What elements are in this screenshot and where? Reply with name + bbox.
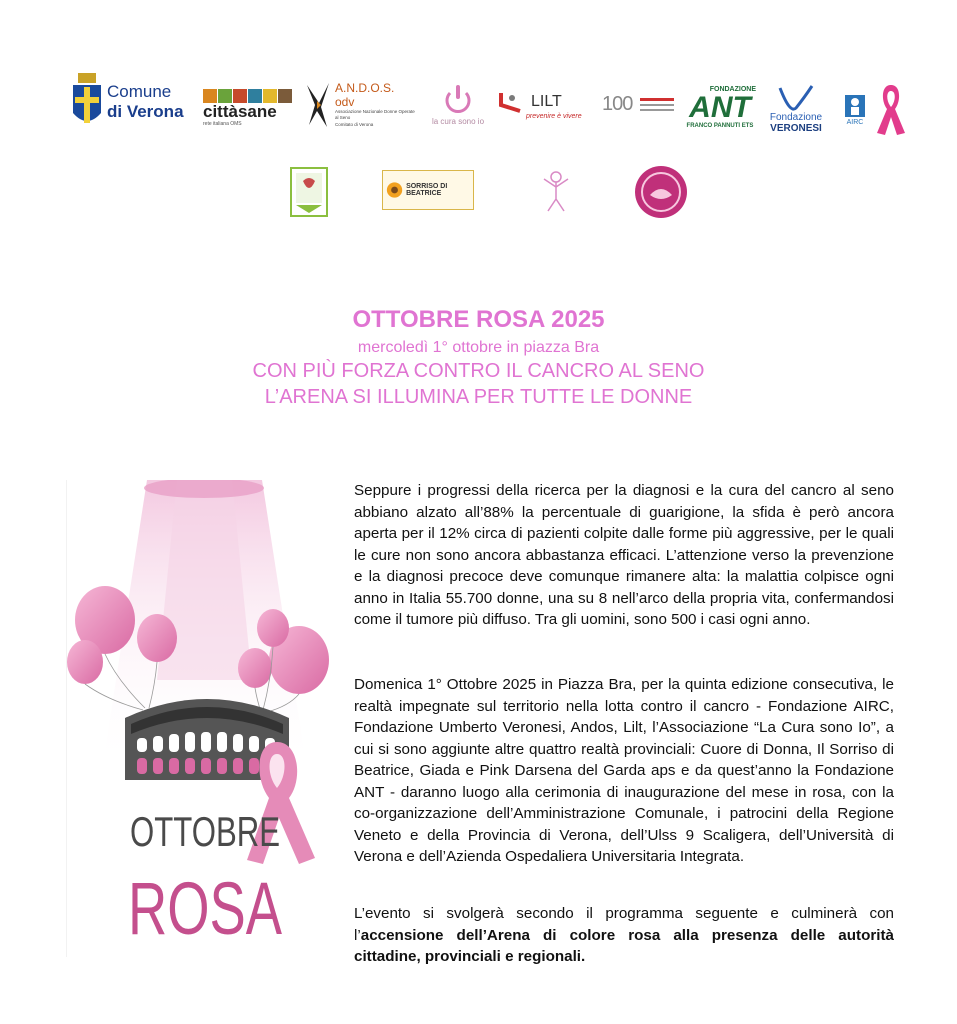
logo-andos bbox=[305, 80, 417, 130]
cittasane-label: cittàsane bbox=[203, 102, 277, 121]
lilt-sub: prevenire è vivere bbox=[526, 112, 582, 120]
logo-lilt-100 bbox=[602, 86, 684, 122]
poster-word-rosa: ROSA bbox=[128, 867, 283, 950]
andos-title: A.N.D.O.S. odv bbox=[335, 81, 395, 109]
andos-sub: Associazione Nazionale Donne Operate al Seno bbox=[335, 109, 415, 120]
paragraph-3 bbox=[354, 903, 894, 968]
logo-giada bbox=[535, 166, 577, 218]
comune-line2: di Verona bbox=[107, 102, 184, 121]
lacura-label: la cura sono io bbox=[431, 116, 485, 126]
cittasane-tiles-icon bbox=[203, 89, 292, 103]
poster-word-ottobre: OTTOBRE bbox=[130, 808, 280, 855]
circle-mark-icon bbox=[443, 83, 473, 117]
pink-ribbon-icon bbox=[873, 81, 909, 137]
logo-cittasane bbox=[203, 86, 289, 130]
andos-sub2: Comitato di Verona bbox=[335, 122, 374, 127]
lilt100-number: 100 bbox=[602, 92, 633, 115]
airc-label: AIRC bbox=[846, 118, 864, 126]
pink-darsena-icon bbox=[634, 165, 688, 219]
paragraph-1: Seppure i progressi della ricerca per la diagnosi e la cura del cancro al seno abbiano alzato all’88% la percentuale di guarigione, la sfida è però ancora aperta per il 12% circa di pazienti colpite dalle forme più aggressive, per le quali le cure non sono ancora abbastanza efficaci. L’attenzione verso la prevenzione e la diagnosi precoce deve comunque rimanere alta: la malattia colpisce ogni anno in Italia 55.700 donne, una su 8 nell’arco della propria vita, confermandosi come il tumore più diffuso. Tra gli uomini, sono 500 i casi ogni anno. bbox=[354, 482, 894, 628]
sunflower-icon bbox=[386, 180, 403, 200]
ottobre-rosa-poster bbox=[66, 480, 342, 957]
logo-lilt bbox=[498, 80, 586, 130]
logo-fondazione-ant bbox=[684, 82, 756, 132]
ant-sub: FRANCO PANNUTI ETS bbox=[686, 122, 754, 129]
logo-pink-ribbon bbox=[872, 80, 910, 138]
ant-name: ANT bbox=[689, 90, 751, 124]
lilt-chair-icon bbox=[498, 91, 528, 113]
sorriso-label: SORRISO DI BEATRICE bbox=[406, 183, 448, 197]
dancer-figure-icon bbox=[536, 167, 576, 217]
cuore-di-donna-icon bbox=[290, 167, 328, 217]
veronesi-v-icon bbox=[776, 84, 816, 112]
paragraph-2: Domenica 1° Ottobre 2025 in Piazza Bra, per la quinta edizione consecutiva, le realtà impegnate sul territorio nella lotta contro il cancro - Fondazione AIRC, Fondazione Umberto Veronesi, Andos, Lilt, l’Associazione “La Cura sono Io”, a cui si sono aggiunte altre quattro realtà provinciali: Cuore di Donna, Il Sorriso di Beatrice, Giada e Pink Darsena del Garda aps e da quest’anno la Fondazione ANT - daranno luogo alla cerimonia di inaugurazione del mese in rosa, con la co-organizzazione dell’Amministrazione Comunale, i patrocini della Regione Veneto e della Provincia di Verona, dell’Ulss 9 Scaligera, dell’Università di Verona e dell’Azienda Ospedaliera Universitaria Integrata. bbox=[354, 676, 894, 865]
veronesi-line1: Fondazione bbox=[769, 112, 823, 123]
logo-cuore-di-donna bbox=[289, 166, 329, 218]
poster-artwork bbox=[67, 480, 342, 957]
swallow-icon bbox=[305, 81, 331, 129]
airc-mark-icon bbox=[843, 93, 867, 119]
ant-top: FONDAZIONE bbox=[709, 85, 756, 93]
page-subtitle: mercoledì 1° ottobre in piazza Bra bbox=[357, 339, 600, 356]
cittasane-sub: rete italiana OMS bbox=[203, 121, 242, 127]
logo-sorriso-di-beatrice bbox=[382, 170, 474, 210]
lilt-label: LILT bbox=[531, 92, 562, 110]
paragraph-3-start: L’evento si svolgerà secondo il programma seguente e culminerà con l’ bbox=[354, 905, 894, 944]
logo-fondazione-veronesi bbox=[764, 80, 828, 138]
veronesi-line2: VERONESI bbox=[770, 123, 822, 134]
logo-comune-verona bbox=[72, 72, 197, 132]
paragraph-3-bold: accensione dell’Arena di colore rosa alla presenza delle autorità cittadine, provinciali e regionali. bbox=[354, 926, 894, 965]
page-title: OTTOBRE ROSA 2025 bbox=[352, 306, 605, 333]
logo-pink-darsena bbox=[633, 164, 689, 220]
comune-line1: Comune bbox=[107, 82, 172, 101]
logo-la-cura-sono-io bbox=[425, 76, 491, 132]
logo-airc bbox=[840, 84, 870, 134]
verona-crest-icon bbox=[72, 73, 102, 131]
heading-line-4: L’ARENA SI ILLUMINA PER TUTTE LE DONNE bbox=[264, 386, 693, 408]
heading-line-3: CON PIÙ FORZA CONTRO IL CANCRO AL SENO bbox=[252, 360, 705, 382]
